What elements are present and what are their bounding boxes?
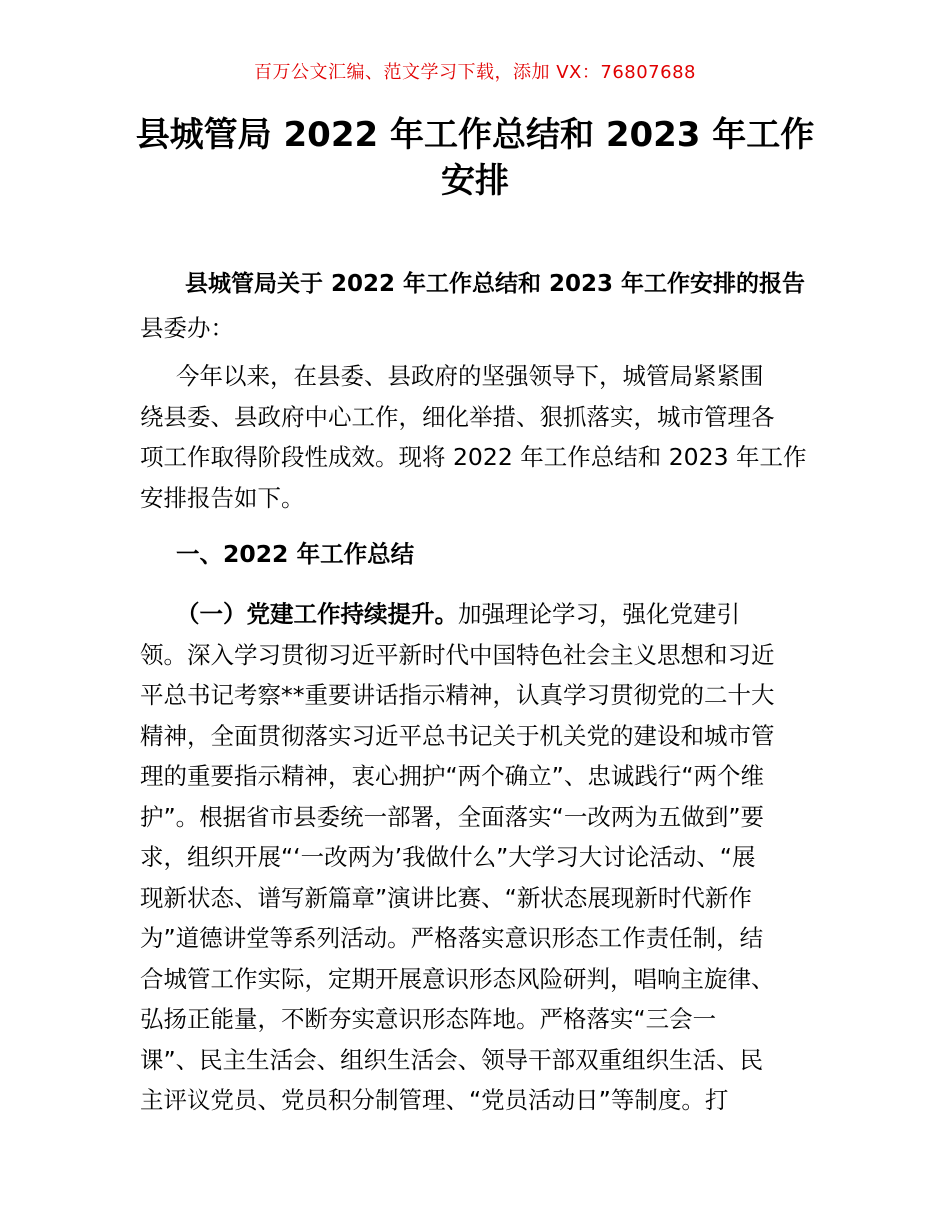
text-line: 课”、民主生活会、组织生活会、领导干部双重组织生活、民 [140,1045,764,1074]
salutation: 县委办： [140,314,234,342]
text-line: 弘扬正能量，不断夯实意识形态阵地。严格落实“三会一 [140,1005,717,1033]
text-line: 今年以来，在县委、县政府的坚强领导下，城管局紧紧围 [176,362,764,390]
document-title [120,112,830,204]
header-note: 百万公文汇编、范文学习下载，添加 VX：76807688 [254,62,696,83]
section-heading: 一、2022 年工作总结 [176,540,415,568]
text-line: 精神，全面贯彻落实习近平总书记关于机关党的建设和城市管 [140,721,775,750]
text-line: 安排报告如下。 [140,483,305,512]
document-body [140,262,820,1121]
text-line [140,594,820,635]
text-line: 求，组织开展“‘一改两为’我做什么”大学习大讨论活动、“展 [140,843,756,871]
subsection-paragraph [140,594,820,1121]
text-line: 为”道德讲堂等系列活动。严格落实意识形态工作责任制，结 [140,924,764,952]
intro-paragraph [140,356,820,518]
subsection-heading: （一）党建工作持续提升。 [176,600,458,628]
text-line: 护”。根据省市县委统一部署，全面落实“一改两为五做到”要 [140,802,765,831]
title-line-1: 县城管局 2022 年工作总结和 2023 年工作 [135,115,815,155]
text-line: 合城管工作实际，定期开展意识形态风险研判，唱响主旋律、 [140,964,775,993]
subsection-first-line-text: 加强理论学习，强化党建引 [458,600,740,628]
text-line: 项工作取得阶段性成效。现将 2022 年工作总结和 2023 年工作 [140,443,807,471]
text-line: 现新状态、谱写新篇章”演讲比赛、“新状态展现新时代新作 [140,883,752,912]
text-line: 领。深入学习贯彻习近平新时代中国特色社会主义思想和习近 [140,640,775,669]
title-line-2: 安排 [441,161,509,201]
text-line: 主评议党员、党员积分制管理、“党员活动日”等制度。打 [140,1086,729,1114]
text-line: 理的重要指示精神，衷心拥护“两个确立”、忠诚践行“两个维 [140,762,765,790]
report-title: 县城管局关于 2022 年工作总结和 2023 年工作安排的报告 [184,271,806,297]
text-line: 绕县委、县政府中心工作，细化举措、狠抓落实，城市管理各 [140,402,775,431]
text-line: 平总书记考察**重要讲话指示精神，认真学习贯彻党的二十大 [140,681,775,709]
